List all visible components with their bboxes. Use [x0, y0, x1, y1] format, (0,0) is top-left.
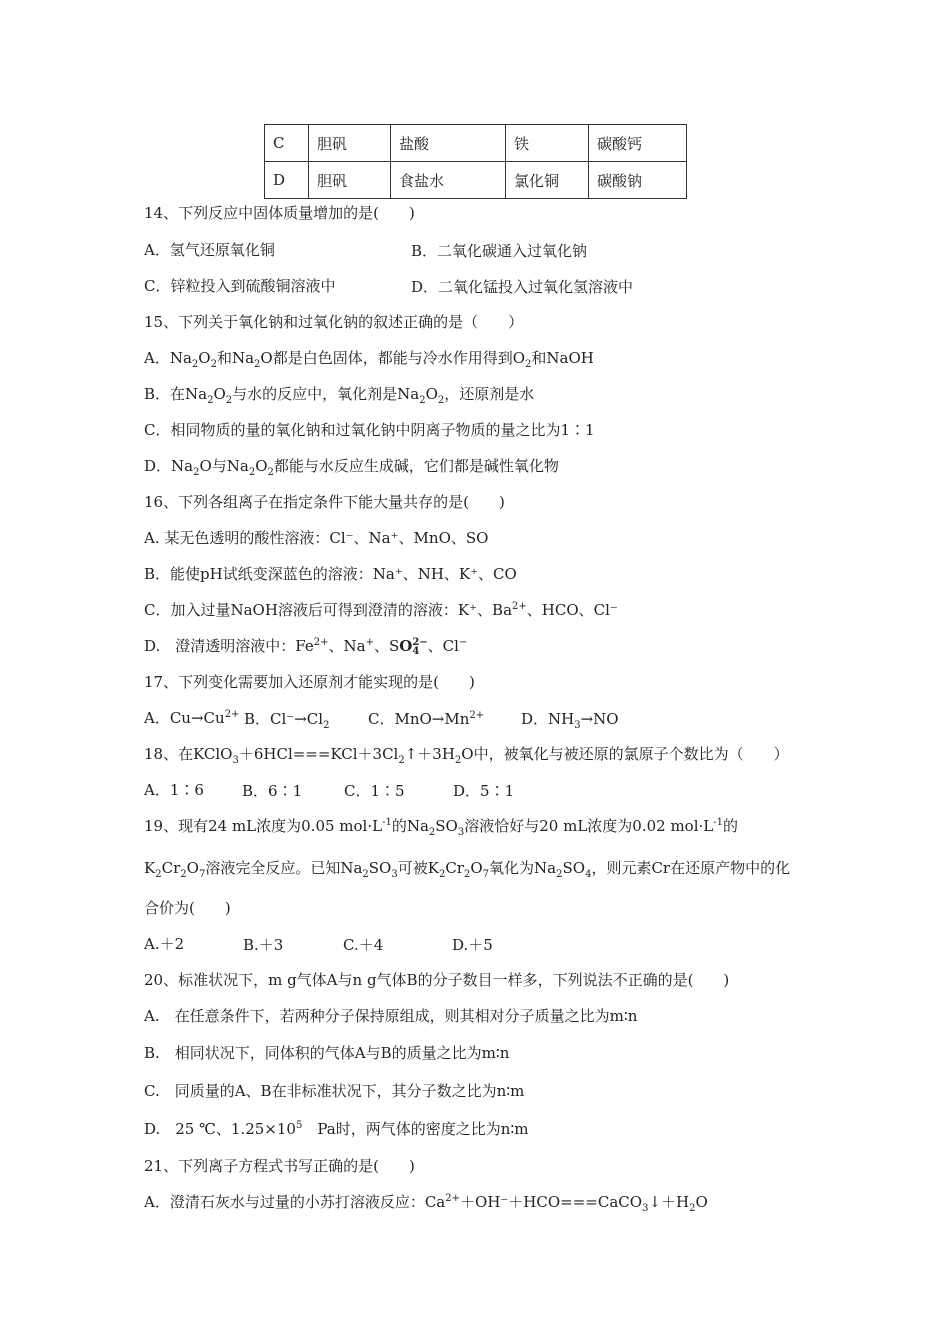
question-18-stem: 18、在$KClO_3+6HCl===KCl+3Cl_2↑+3H_2O$中，被氧化与被还原的氯原子个数比为（ ）: [144, 745, 789, 766]
q19-option-b: B.＋3: [243, 936, 284, 954]
question-21-stem: 21、下列离子方程式书写正确的是( ): [144, 1157, 415, 1175]
table-cell: 食盐水: [391, 162, 506, 199]
question-19-line-1: 19、现有24 mL浓度为0.05 $mol\cdot L^{-1}$的$Na_2SO_3$溶液恰好与20 mL浓度为0.02 $mol\cdot L^{-1}$的: [144, 817, 738, 838]
table-cell: 碳酸钠: [589, 162, 687, 199]
q20-option-a: A. 在任意条件下，若两种分子保持原组成，则其相对分子质量之比为m∶n: [144, 1007, 638, 1025]
table-cell: C: [265, 125, 309, 162]
question-15-stem: 15、下列关于氧化钠和过氧化钠的叙述正确的是（ ）: [144, 313, 524, 331]
table-cell: 胆矾: [309, 162, 391, 199]
q20-option-d: D. 25 ℃、$1.25\times 10^5$ Pa时，两气体的密度之比为n∶m: [144, 1120, 529, 1138]
q16-option-a: A. 某无色透明的酸性溶液：Cl⁻、Na⁺、MnO、SO: [144, 529, 489, 547]
q15-option-a: A．$Na_2O_2$和$Na_2O$都是白色固体，都能与冷水作用得到$O_2$和NaOH: [144, 349, 594, 370]
table-cell: 碳酸钙: [589, 125, 687, 162]
q21-option-a: A．澄清石灰水与过量的小苏打溶液反应：$Ca^{2+}+OH^-+HCO===CaCO_3↓+H_2O$: [144, 1193, 708, 1214]
q18-option-b: B．6∶1: [242, 782, 303, 800]
table-cell: 铁: [506, 125, 589, 162]
q16-option-d: D. 澄清透明溶液中：$Fe^{2+}$、Na+、SO 2− 4 、Cl−: [144, 637, 468, 657]
q20-option-c: C. 同质量的A、B在非标准状况下，其分子数之比为n∶m: [144, 1082, 525, 1100]
q14-option-c: C．锌粒投入到硫酸铜溶液中: [144, 277, 336, 295]
q15-option-d: D．$Na_2O$与$Na_2O_2$都能与水反应生成碱，它们都是碱性氧化物: [144, 457, 559, 478]
q15-option-c: C．相同物质的量的氧化钠和过氧化钠中阴离子物质的量之比为1∶1: [144, 421, 595, 439]
q18-option-d: D．5∶1: [453, 782, 515, 800]
q17-option-b: B．$Cl^-\to Cl_2$: [244, 710, 330, 731]
options-table: [264, 124, 687, 199]
table-cell: 胆矾: [309, 125, 391, 162]
q17-option-d: D．$NH_3\to NO$: [521, 710, 619, 731]
q14-option-b: B．二氧化碳通入过氧化钠: [411, 242, 588, 260]
table-cell: 盐酸: [391, 125, 506, 162]
q14-option-a: A．氢气还原氧化铜: [144, 241, 275, 259]
q15-option-b: B．在$Na_2O_2$与水的反应中，氧化剂是$Na_2O_2$，还原剂是水: [144, 385, 535, 406]
question-20-stem: 20、标准状况下，m g气体A与n g气体B的分子数目一样多，下列说法不正确的是( ): [144, 971, 730, 989]
q18-option-c: C．1∶5: [344, 782, 405, 800]
table-cell: D: [265, 162, 309, 199]
table-row: [265, 125, 687, 162]
question-14-stem: 14、下列反应中固体质量增加的是( ): [144, 204, 415, 222]
q19-option-a: A.＋2: [144, 935, 185, 953]
question-16-stem: 16、下列各组离子在指定条件下能大量共存的是( ): [144, 493, 505, 511]
q19-option-c: C.＋4: [343, 936, 384, 954]
q14-option-d: D．二氧化锰投入过氧化氢溶液中: [411, 278, 634, 296]
question-17-stem: 17、下列变化需要加入还原剂才能实现的是( ): [144, 673, 475, 691]
table-cell: 氯化铜: [506, 162, 589, 199]
q16-option-c: C．加入过量NaOH溶液后可得到澄清的溶液：K⁺、$Ba^{2+}$、HCO、Cl⁻: [144, 601, 618, 619]
question-19-line-3: 合价为( ): [144, 899, 231, 917]
q19-option-d: D.＋5: [452, 936, 493, 954]
q20-option-b: B. 相同状况下，同体积的气体A与B的质量之比为m∶n: [144, 1044, 510, 1062]
question-19-line-2: $K_2Cr_2O_7$溶液完全反应。已知$Na_2SO_3$可被$K_2Cr_2O_7$氧化为$Na_2SO_4$，则元素Cr在还原产物中的化: [144, 859, 791, 880]
q17-option-c: C．$MnO\to Mn^{2+}$: [368, 710, 485, 728]
q16-option-b: B．能使pH试纸变深蓝色的溶液：Na⁺、NH、K⁺、CO: [144, 565, 517, 583]
q17-option-a: A．$Cu\to Cu^{2+}$: [144, 709, 240, 727]
q18-option-a: A．1∶6: [144, 781, 204, 799]
table-row: [265, 162, 687, 199]
